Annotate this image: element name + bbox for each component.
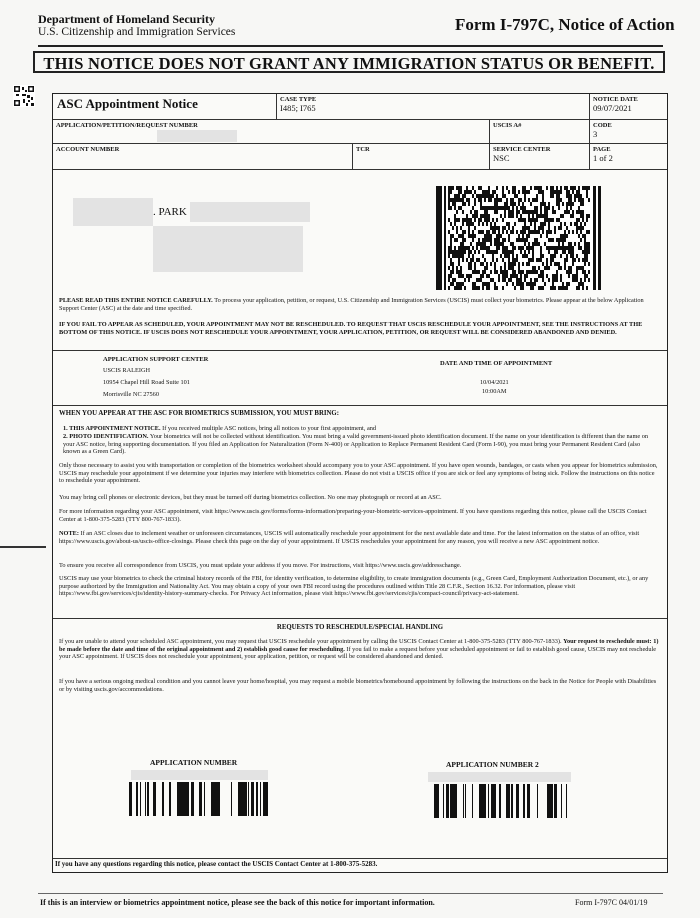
- bring-item-2: [63, 433, 657, 456]
- notice-date-label: NOTICE DATE: [593, 96, 638, 103]
- bring-item-2-title: 2. PHOTO IDENTIFICATION.: [63, 433, 149, 440]
- application-number-2-label: APPLICATION NUMBER 2: [446, 760, 539, 769]
- footer-rule: [38, 893, 663, 894]
- receipt-label: APPLICATION/PETITION/REQUEST NUMBER: [56, 122, 198, 129]
- case-type-label: CASE TYPE: [280, 96, 317, 103]
- bring-title: WHEN YOU APPEAR AT THE ASC FOR BIOMETRICS SUBMISSION, YOU MUST BRING:: [59, 410, 339, 417]
- reschedule-requirement: Your request to reschedule must: 1) be made before the date and time of the original appointment and 2) establish good cause for rescheduling.: [59, 638, 659, 653]
- application-barcode: [129, 782, 269, 816]
- appointment-date: 10/04/2021: [480, 379, 509, 386]
- redaction: [428, 772, 571, 782]
- page-value: 1 of 2: [593, 153, 613, 163]
- page-cell: [590, 144, 667, 170]
- intro-bold: PLEASE READ THIS ENTIRE NOTICE CAREFULLY.: [59, 297, 213, 304]
- qr-code-icon: [13, 85, 35, 107]
- bring-item-1-text: If you received multiple ASC notices, bring all notices to your first appointment, and: [162, 425, 377, 432]
- bring-item-2-text: Your biometrics will not be collected without identification. You must bring a valid government-issued photo identification document. If the name on your identification is different than the name on your ASC notice, bring supporting documentation. If you filed an Application for Naturalization (Form N-400) or Application to Replace Permanent Resident Card (Form I-90), you must bring your Permanent Resident Card (also known as a Green Card).: [63, 433, 649, 456]
- reschedule-title: REQUESTS TO RESCHEDULE/SPECIAL HANDLING: [276, 624, 444, 631]
- agency-name: U.S. Citizenship and Immigration Services: [38, 26, 236, 38]
- service-center-label: SERVICE CENTER: [493, 146, 551, 153]
- asc-address-line-2: Morrisville NC 27560: [103, 391, 159, 398]
- paragraph-devices: You may bring cell phones or electronic devices, but they must be turned off during biometrics collection. No one may photograph or record at an ASC.: [59, 494, 442, 501]
- intro-body: To process your application, petition, or request, U.S. Citizenship and Immigration Services (USCIS) must collect your biometrics. Please appear at the below Application Support Center (ASC) at the date and time specified.: [59, 297, 644, 312]
- note-label: NOTE:: [59, 530, 79, 537]
- case-type-cell: [277, 94, 590, 120]
- tcr-label: TCR: [356, 146, 370, 153]
- divider: [53, 858, 667, 859]
- recipient-name: . PARK: [153, 206, 187, 218]
- bring-item-1-title: 1. THIS APPOINTMENT NOTICE.: [63, 425, 161, 432]
- account-label: ACCOUNT NUMBER: [56, 146, 120, 153]
- notice-form: [52, 93, 668, 873]
- redaction: [153, 226, 303, 272]
- reschedule-text-1b: If you fail to make a request before your scheduled appointment or fail to establish good cause, USCIS may not reschedule your ASC appointment. If USCIS does not reschedule your appointment, your application, petition, or request will be considered abandoned and denied.: [59, 645, 657, 661]
- paragraph-address-change: To ensure you receive all correspondence from USCIS, you must update your address if you move. For instructions, visit https://www.uscis.gov/addresschange.: [59, 562, 462, 569]
- code-value: 3: [593, 129, 598, 139]
- asc-address-line-1: 10954 Chapel Hill Road Suite 101: [103, 379, 190, 386]
- reschedule-text-1: [59, 638, 659, 661]
- page-label: PAGE: [593, 146, 611, 153]
- intro-text: [59, 297, 659, 312]
- case-type-value: I485; I765: [280, 103, 316, 113]
- asc-label: APPLICATION SUPPORT CENTER: [103, 356, 209, 363]
- divider: [53, 618, 667, 619]
- notice-type-cell: [53, 94, 277, 120]
- margin-line: [0, 546, 46, 548]
- status-banner: THIS NOTICE DOES NOT GRANT ANY IMMIGRATION STATUS OR BENEFIT.: [33, 51, 665, 73]
- footer-note: If this is an interview or biometrics appointment notice, please see the back of this notice for important information.: [40, 898, 435, 907]
- appointment-label: DATE AND TIME OF APPOINTMENT: [440, 360, 553, 367]
- service-center-cell: [490, 144, 590, 170]
- application-number-label: APPLICATION NUMBER: [150, 758, 238, 767]
- paragraph-companions: Only those necessary to assist you with transportation or completion of the biometrics worksheet should accompany you to your ASC appointment. If you have open wounds, bandages, or casts when you appear for biometrics submission, USCIS may reschedule your appointment if we determine your injuries may interfere with biometrics collection. Please do not visit a USCIS office if you are sick or feel any symptoms of being sick. Follow the instructions on this notice to reschedule your appointment.: [59, 462, 658, 485]
- code-label: CODE: [593, 122, 612, 129]
- notice-type: ASC Appointment Notice: [57, 96, 198, 111]
- asc-name: USCIS RALEIGH: [103, 367, 151, 374]
- redaction: [73, 198, 153, 226]
- divider: [53, 405, 667, 406]
- reschedule-text-1a: If you are unable to attend your scheduled ASC appointment, you may request that USCIS reschedule your appointment by calling the USCIS Contact Center at 1-800-375-5283 (TTY 800-767-1833).: [59, 638, 562, 645]
- redaction: [190, 202, 310, 222]
- redaction: [131, 770, 268, 780]
- warning-text: IF YOU FAIL TO APPEAR AS SCHEDULED, YOUR APPOINTMENT MAY NOT BE RESCHEDULED. TO REQUEST THAT USCIS RESCHEDULE YOUR APPOINTMENT, SEE THE INSTRUCTIONS AT THE BOTTOM OF THIS NOTICE. IF USCIS DOES NOT RESCHEDULE YOUR APPOINTMENT, YOUR APPLICATION, PETITION, OR REQUEST WILL BE CONSIDERED ABANDONED AND DENIED.: [59, 321, 643, 336]
- reschedule-text-2: If you have a serious ongoing medical condition and you cannot leave your home/hospital, you may request a mobile biometrics/homebound appointment by following the instructions on the back in the Notice for People with Disabilities or by visiting uscis.gov/accommodations.: [59, 678, 657, 693]
- appointment-time: 10:00AM: [482, 388, 507, 395]
- bring-item-1: [63, 425, 657, 433]
- contact-line: If you have any questions regarding this notice, please contact the USCIS Contact Center at 1-800-375-5283.: [55, 860, 378, 868]
- tcr-cell: [353, 144, 490, 170]
- divider: [53, 350, 667, 351]
- note-text: If an ASC closes due to inclement weather or unforeseen circumstances, USCIS will automatically reschedule your appointment for the next available date and time. For the latest information on the status of an office, visit https://www.uscis.gov/about-us/uscis-office-closings. Please check this page on the day of your appointment. If USCIS reschedules your appointment for any reason, you will receive a new ASC appointment notice.: [59, 530, 640, 545]
- code-cell: [590, 120, 667, 144]
- uscis-a-label: USCIS A#: [493, 122, 522, 129]
- form-version: Form I-797C 04/01/19: [575, 898, 648, 907]
- paragraph-note: [59, 530, 659, 545]
- redaction: [157, 130, 237, 142]
- header-rule: [38, 45, 663, 47]
- service-center-value: NSC: [493, 153, 510, 163]
- account-cell: [53, 144, 353, 170]
- department-name: Department of Homeland Security: [38, 12, 215, 26]
- paragraph-more-info: For more information regarding your ASC appointment, visit https://www.uscis.gov/forms/forms-information/preparing-your-biometric-services-appointment. If you have questions regarding this notice, please call the USCIS Contact Center at 1-800-375-5283 (TTY 800-767-1833).: [59, 508, 647, 523]
- receipt-cell: [53, 120, 490, 144]
- application-2-barcode: [427, 784, 572, 818]
- notice-date-value: 09/07/2021: [593, 103, 632, 113]
- uscis-a-cell: [490, 120, 590, 144]
- 2d-barcode: [436, 186, 601, 290]
- form-title: Form I-797C, Notice of Action: [455, 15, 675, 34]
- paragraph-privacy: USCIS may use your biometrics to check the criminal history records of the FBI, for identity verification, to determine eligibility, to create immigration documents (e.g., Green Card, Employment Authorization Document, etc.), or any purpose authorized by the Immigration and Nationality Act. You may obtain a copy of your own FBI record using the procedures outlined within Title 28 C.F.R., Section 16.32. For information, please visit https://www.fbi.gov/services/cjis/identity-history-summary-checks. For Privacy Act information, please visit https://www.fbi.gov/services/cjis/compact-council/privacy-act-statement.: [59, 575, 649, 598]
- notice-date-cell: [590, 94, 667, 120]
